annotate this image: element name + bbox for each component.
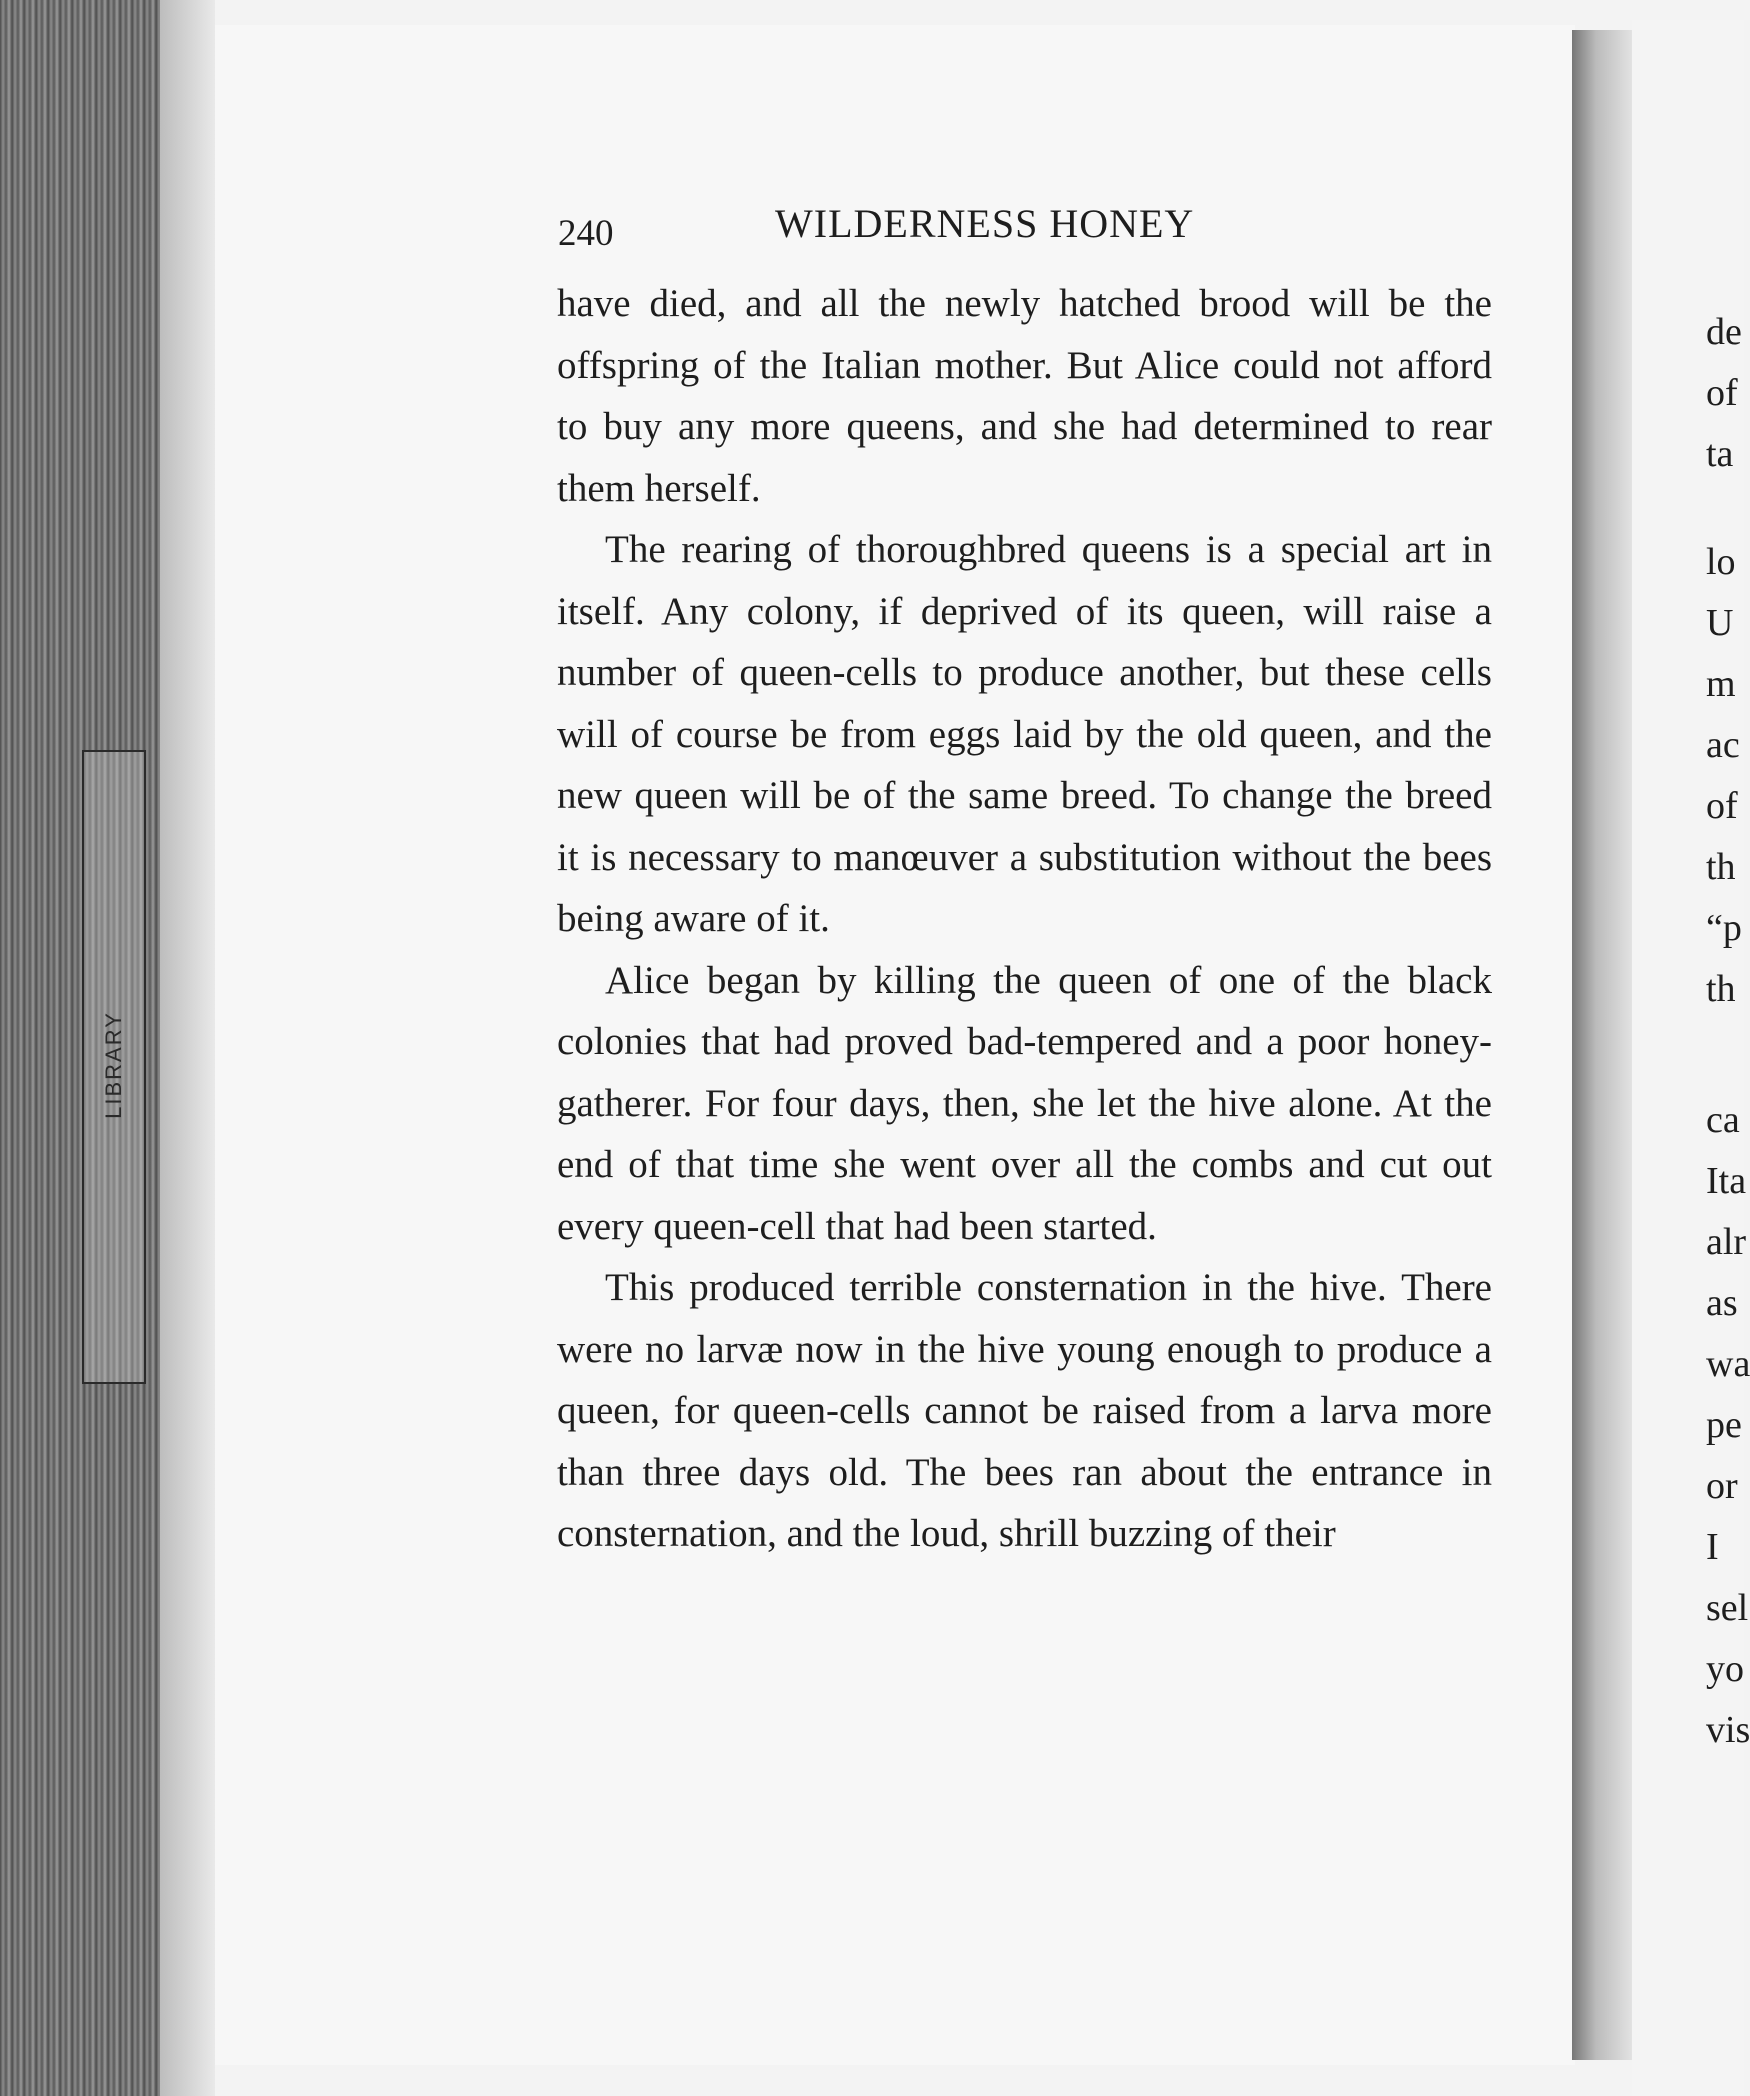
- facing-page-fragment: as: [1706, 1282, 1738, 1324]
- facing-page-fragment: U: [1706, 602, 1734, 644]
- page-number: 240: [558, 213, 614, 254]
- page-gutter-shadow: [1572, 30, 1632, 2060]
- facing-page-fragment: th: [1706, 968, 1736, 1010]
- facing-page-fragment: yo: [1706, 1648, 1744, 1690]
- facing-page-edge: [1632, 20, 1750, 2096]
- body-text: [557, 273, 1492, 1565]
- paragraph-1: have died, and all the newly hatched brood will be the offspring of the Italian mother. But Alice could not afford to buy any more queens, and she had determined to rear them herself.: [557, 282, 1492, 510]
- facing-page-fragment: wa: [1706, 1343, 1750, 1385]
- facing-page-fragment: lo: [1706, 541, 1736, 583]
- paragraph-2: The rearing of thoroughbred queens is a special art in itself. Any colony, if deprived of its queen, will raise a number of queen-cells to produce another, but these cells will of course be from eggs laid by the old queen, and the new queen will be of the same breed. To change the breed it is necessary to manœuver a substitution without the bees being aware of it.: [557, 528, 1492, 940]
- running-title: WILDERNESS HONEY: [775, 201, 1195, 246]
- facing-page-fragment: of: [1706, 372, 1738, 414]
- facing-page-fragment: sel: [1706, 1587, 1749, 1629]
- facing-page-fragment: ac: [1706, 724, 1740, 766]
- facing-page-fragment: vis: [1706, 1709, 1750, 1751]
- facing-page-fragment: th: [1706, 846, 1736, 888]
- facing-page-fragment: of: [1706, 785, 1738, 827]
- book-page-edges: [0, 0, 215, 2096]
- facing-page-fragment: I: [1706, 1526, 1719, 1568]
- facing-page-fragment: pe: [1706, 1404, 1742, 1446]
- library-stamp: [82, 750, 146, 1384]
- facing-page-fragment: de: [1706, 311, 1742, 353]
- facing-page-fragment: ta: [1706, 433, 1734, 475]
- facing-page-fragment: alr: [1706, 1221, 1747, 1263]
- facing-page-fragment: ca: [1706, 1099, 1740, 1141]
- library-stamp-text: LIBRARY: [101, 1011, 126, 1119]
- facing-page-fragment: “p: [1706, 907, 1742, 949]
- paragraph-4: This produced terrible consternation in the hive. There were no larvæ now in the hive young enough to produce a queen, for queen-cells cannot be raised from a larva more than three days old. The bees ran about the entrance in consternation, and the loud, shrill buzzing of their: [557, 1266, 1492, 1555]
- paragraph-3: Alice began by killing the queen of one of the black colonies that had proved bad-tempered and a poor honey-gatherer. For four days, then, she let the hive alone. At the end of that time she went over all the combs and cut out every queen-cell that had been started.: [557, 958, 1492, 1248]
- facing-page-fragment: or: [1706, 1465, 1738, 1507]
- facing-page-fragment: Ita: [1706, 1160, 1747, 1202]
- facing-page-fragment: m: [1706, 663, 1736, 705]
